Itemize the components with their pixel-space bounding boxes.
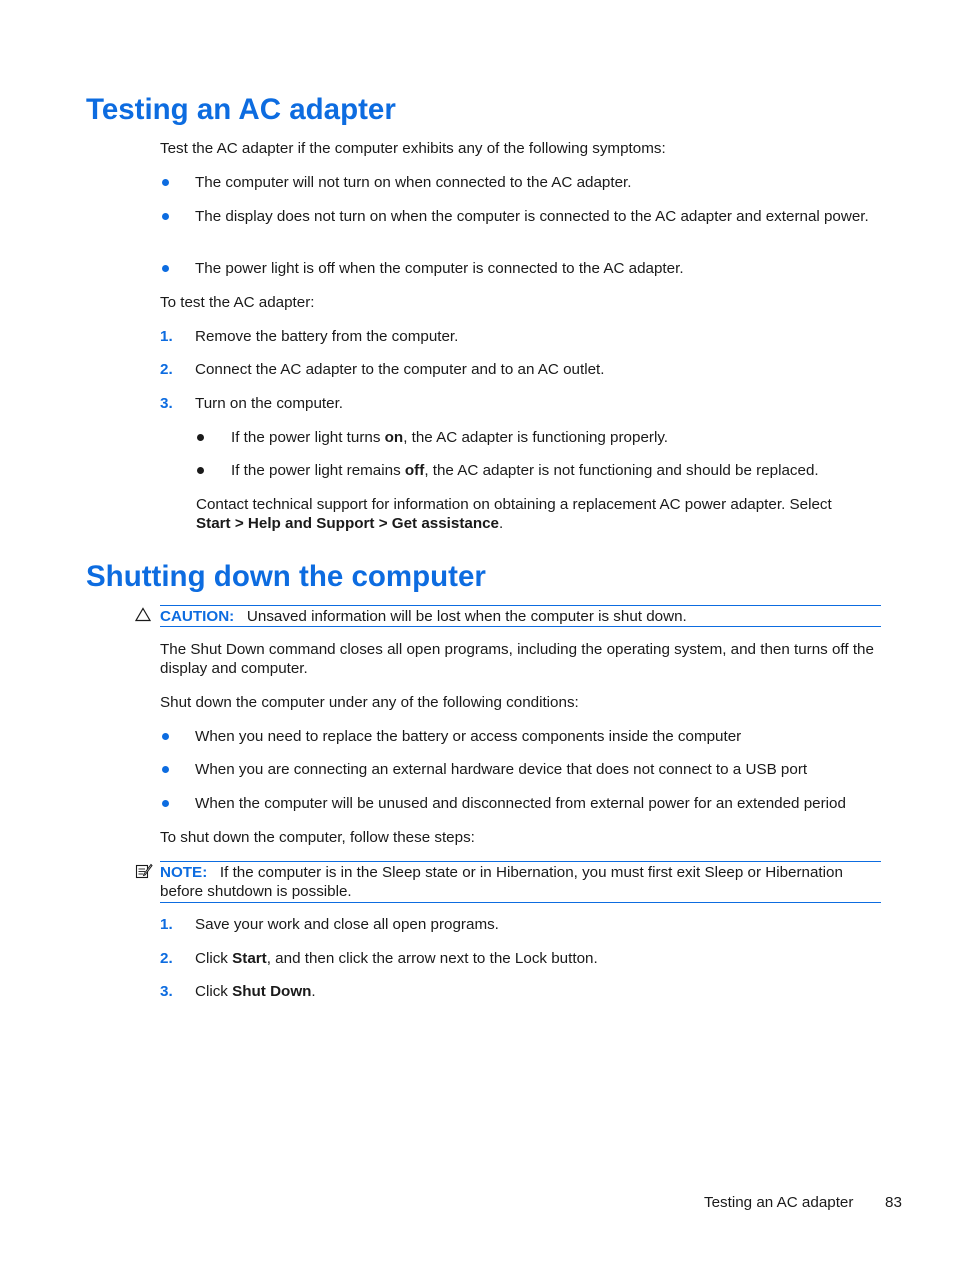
shutdown-steps-intro: To shut down the computer, follow these steps: [160,829,475,846]
section-title-testing-ac-adapter: Testing an AC adapter [86,93,396,126]
step-text: Turn on the computer. [195,395,344,412]
list-item [196,461,886,480]
note-label: NOTE: [160,864,208,881]
bullet-icon [162,265,169,272]
bullet-icon [162,179,169,186]
symptom-text: The power light is off when the computer is connected to the AC adapter. [195,260,684,277]
step-text: Save your work and close all open programs. [195,916,499,933]
section-title-shutting-down: Shutting down the computer [86,560,486,593]
list-item [160,760,884,779]
steps-intro: To test the AC adapter: [160,294,315,311]
list-item [160,259,884,278]
step-text: Click Shut Down. [195,983,316,1000]
caution-text: Unsaved information will be lost when the computer is shut down. [246,608,687,625]
symptom-text: The display does not turn on when the computer is connected to the AC adapter and external power. [195,208,869,225]
list-item [160,949,884,968]
caution-callout [160,605,881,627]
list-item [160,915,884,934]
step-number: 1. [160,916,173,933]
contact-support-text: Contact technical support for information on obtaining a replacement AC power adapter. Select Start > Help and Support > Get assistance. [196,496,832,532]
bullet-icon [197,434,204,441]
substep-text: If the power light remains off, the AC adapter is not functioning and should be replaced. [231,462,819,479]
step-number: 3. [160,395,173,412]
list-item [160,727,884,746]
bullet-icon [162,766,169,773]
footer-page-number: 83 [885,1194,902,1211]
bullet-icon [162,800,169,807]
condition-text: When the computer will be unused and disconnected from external power for an extended period [195,795,846,812]
list-item [160,982,884,1001]
condition-text: When you are connecting an external hardware device that does not connect to a USB port [195,761,808,778]
bullet-icon [162,733,169,740]
step-text: Remove the battery from the computer. [195,328,459,345]
list-item [160,173,884,192]
step-number: 1. [160,328,173,345]
substep-text: If the power light turns on, the AC adapter is functioning properly. [231,429,669,446]
list-item [160,794,884,813]
step-text: Click Start, and then click the arrow next to the Lock button. [195,950,598,967]
footer-section-name: Testing an AC adapter [704,1194,854,1211]
list-item [160,360,884,379]
section1-intro: Test the AC adapter if the computer exhibits any of the following symptoms: [160,140,666,157]
caution-label: CAUTION: [160,608,235,625]
step-number: 2. [160,950,173,967]
shutdown-description: The Shut Down command closes all open programs, including the operating system, and then turns off the display and computer. [160,641,874,677]
bullet-icon [197,467,204,474]
caution-triangle-icon [135,607,151,627]
conditions-intro: Shut down the computer under any of the following conditions: [160,694,579,711]
list-item [160,327,884,346]
bullet-icon [162,213,169,220]
step-number: 2. [160,361,173,378]
list-item [196,428,886,447]
condition-text: When you need to replace the battery or access components inside the computer [195,728,742,745]
note-callout [160,861,881,903]
note-text: If the computer is in the Sleep state or in Hibernation, you must first exit Sleep or Hibernation before shutdown is possible. [160,864,843,900]
list-item [160,394,884,413]
list-item [160,207,884,226]
step-number: 3. [160,983,173,1000]
symptom-text: The computer will not turn on when connected to the AC adapter. [195,174,632,191]
note-pencil-icon [135,862,153,885]
step-text: Connect the AC adapter to the computer and to an AC outlet. [195,361,605,378]
